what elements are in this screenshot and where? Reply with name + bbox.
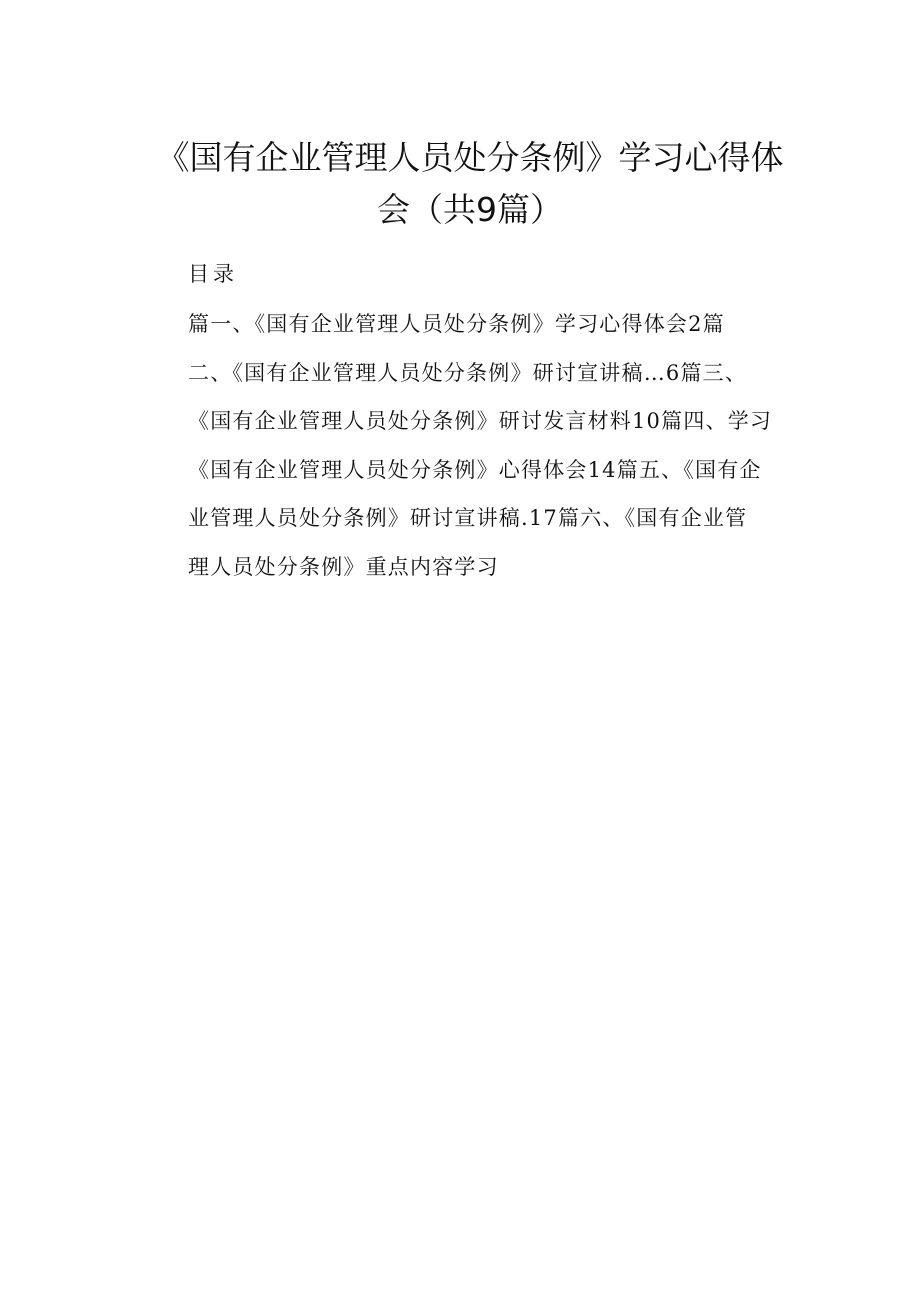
toc-line: 《国有企业管理人员处分条例》心得体会14篇五、《国有企 xyxy=(188,457,762,482)
toc-line: 篇一、《国有企业管理人员处分条例》学习心得体会2篇 xyxy=(188,312,725,336)
table-of-contents xyxy=(188,300,808,591)
document-title xyxy=(120,132,820,236)
toc-line: 业管理人员处分条例》研讨宣讲稿.17篇六、《国有企业管 xyxy=(188,506,748,530)
toc-line: 《国有企业管理人员处分条例》研讨发言材料10篇四、学习 xyxy=(188,409,773,433)
title-line-1: 《国有企业管理人员处分条例》学习心得体 xyxy=(156,138,784,177)
toc-line: 二、《国有企业管理人员处分条例》研讨宣讲稿…6篇三、 xyxy=(188,360,748,385)
toc-heading: 目录 xyxy=(188,262,238,286)
toc-line: 理人员处分条例》重点内容学习 xyxy=(188,554,499,579)
title-line-2: 会（共9篇） xyxy=(377,190,563,229)
